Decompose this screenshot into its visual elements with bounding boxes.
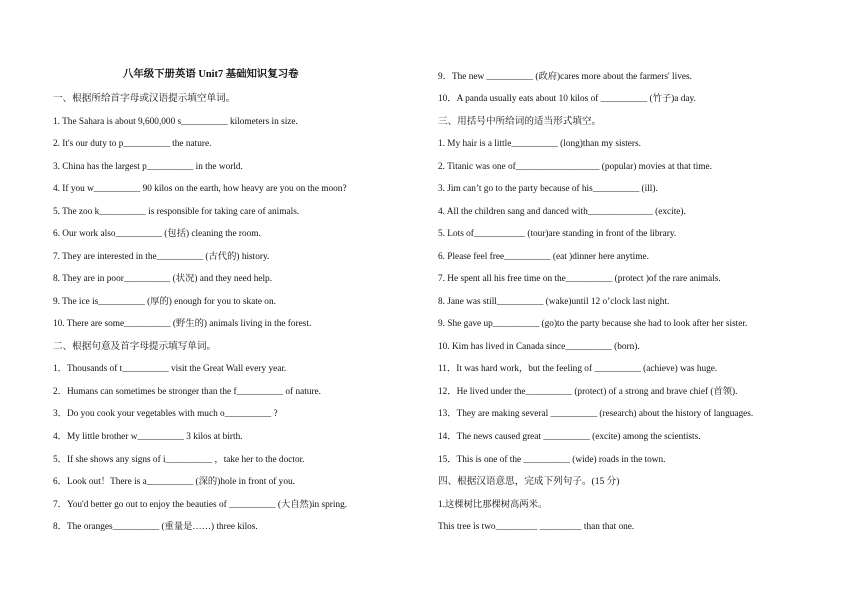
question-3-14: 14．The news caused great __________ (excite) among the scientists. <box>438 432 701 442</box>
question-3-5: 5. Lots of___________ (tour)are standing in front of the library. <box>438 229 677 239</box>
question-3-7: 7. He spent all his free time on the__________ (protect )of the rare animals. <box>438 274 721 284</box>
question-3-6: 6. Please feel free__________ (eat )dinner here anytime. <box>438 252 649 262</box>
section-2-heading: 二、根据句意及首字母提示填写单词。 <box>53 341 217 352</box>
question-1-6: 6. Our work also__________ (包括) cleaning the room. <box>53 229 261 239</box>
question-3-10: 10. Kim has lived in Canada since__________ (born). <box>438 342 640 352</box>
page-title: 八年级下册英语 Unit7 基础知识复习卷 <box>123 69 299 80</box>
question-3-1: 1. My hair is a little__________ (long)than my sisters. <box>438 139 641 149</box>
question-3-13: 13．They are making several __________ (research) about the history of languages. <box>438 409 754 419</box>
question-1-9: 9. The ice is__________ (厚的) enough for you to skate on. <box>53 297 276 307</box>
question-2-7: 7．You'd better go out to enjoy the beauties of __________ (大自然)in spring. <box>53 500 348 510</box>
question-3-3: 3. Jim can’t go to the party because of his__________ (ill). <box>438 184 658 194</box>
question-1-1: 1. The Sahara is about 9,600,000 s__________ kilometers in size. <box>53 117 298 127</box>
section-3-heading: 三、用括号中所给词的适当形式填空。 <box>438 116 602 127</box>
question-2-8: 8．The oranges__________ (重量是……) three kilos. <box>53 522 258 532</box>
question-1-7: 7. They are interested in the__________ (古代的) history. <box>53 252 270 262</box>
question-3-15: 15．This is one of the __________ (wide) roads in the town. <box>438 455 666 465</box>
question-3-11: 11．It was hard work，but the feeling of __________ (achieve) was huge. <box>438 364 718 374</box>
question-3-2: 2. Titanic was one of__________________ (popular) movies at that time. <box>438 162 712 172</box>
question-2-4: 4．My little brother w__________ 3 kilos at birth. <box>53 432 243 442</box>
question-2-10: 10．A panda usually eats about 10 kilos of __________ (竹子)a day. <box>438 94 696 104</box>
question-2-3: 3．Do you cook your vegetables with much o__________ ? <box>53 409 278 419</box>
question-3-8: 8. Jane was still__________ (wake)until 12 o’clock last night. <box>438 297 670 307</box>
question-4-1-english: This tree is two_________ _________ than that one. <box>438 522 635 532</box>
question-1-10: 10. There are some__________ (野生的) animals living in the forest. <box>53 319 312 329</box>
question-3-9: 9. She gave up__________ (go)to the party because she had to look after her sister. <box>438 319 748 329</box>
question-1-8: 8. They are in poor__________ (状况) and they need help. <box>53 274 273 284</box>
section-4-heading: 四、根据汉语意思，完成下列句子。(15 分) <box>438 476 620 487</box>
section-1-heading: 一、根据所给首字母或汉语提示填空单词。 <box>53 93 236 104</box>
question-3-4: 4. All the children sang and danced with______________ (excite). <box>438 207 686 217</box>
question-2-1: 1．Thousands of t__________ visit the Great Wall every year. <box>53 364 287 374</box>
question-1-5: 5. The zoo k__________ is responsible for taking care of animals. <box>53 207 300 217</box>
question-4-1-chinese: 1.这棵树比那棵树高两米。 <box>438 500 548 510</box>
question-1-3: 3. China has the largest p__________ in the world. <box>53 162 243 172</box>
question-2-6: 6．Look out！There is a__________ (深的)hole in front of you. <box>53 477 295 487</box>
question-1-4: 4. If you w__________ 90 kilos on the earth, how heavy are you on the moon? <box>53 184 347 194</box>
question-2-2: 2．Humans can sometimes be stronger than the f__________ of nature. <box>53 387 321 397</box>
question-2-9: 9．The new __________ (政府)cares more about the farmers' lives. <box>438 72 692 82</box>
question-1-2: 2. It's our duty to p__________ the nature. <box>53 139 212 149</box>
question-2-5: 5．If she shows any signs of i__________ ，take her to the doctor. <box>53 455 305 465</box>
question-3-12: 12．He lived under the__________ (protect) of a strong and brave chief (首领). <box>438 387 738 397</box>
